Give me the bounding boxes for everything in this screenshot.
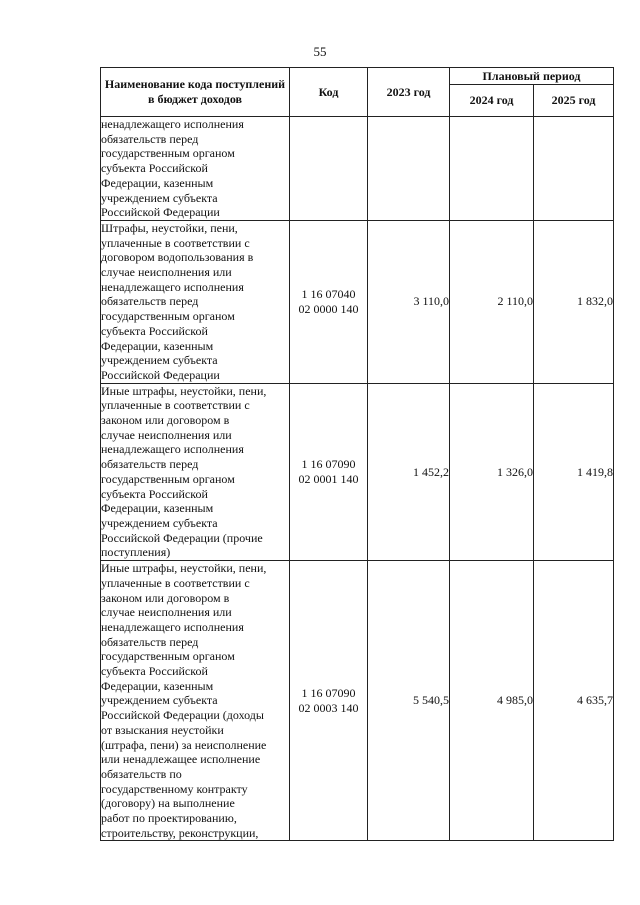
header-year-2023: 2023 год: [368, 68, 450, 117]
header-year-2025: 2025 год: [534, 85, 614, 117]
row-name: ненадлежащего исполнения обязательств перед государственным органом субъекта Российской Федерации, казенным учреждением субъекта Российской Федерации: [101, 117, 290, 221]
row-value-2024: 1 326,0: [450, 383, 534, 560]
row-value-2025: 4 635,7: [534, 561, 614, 841]
row-value-2024: 4 985,0: [450, 561, 534, 841]
table-row: [101, 220, 614, 383]
row-value-2025: 1 832,0: [534, 220, 614, 383]
row-value-2024: [450, 117, 534, 221]
row-value-2025: [534, 117, 614, 221]
row-code: [290, 117, 368, 221]
row-value-2023: 3 110,0: [368, 220, 450, 383]
row-code: 1 16 07040 02 0000 140: [290, 220, 368, 383]
table-row: [101, 561, 614, 841]
header-year-2024: 2024 год: [450, 85, 534, 117]
header-plan-period: Плановый период: [450, 68, 614, 85]
header-code: Код: [290, 68, 368, 117]
row-value-2023: 5 540,5: [368, 561, 450, 841]
row-name: Иные штрафы, неустойки, пени, уплаченные в соответствии с законом или договором в случае неисполнения или ненадлежащего исполнения обязательств перед государственным органом субъекта Российской Федерации, казенным учреждением субъекта Российской Федерации (доходы от взыскания неустойки (штрафа, пени) за неисполнение или ненадлежащее исполнение обязательств по государственному контракту (договору) на выполнение работ по проектированию, строительству, реконструкции,: [101, 561, 290, 841]
row-value-2025: 1 419,8: [534, 383, 614, 560]
row-value-2023: [368, 117, 450, 221]
table-row: [101, 117, 614, 221]
row-name: Иные штрафы, неустойки, пени, уплаченные в соответствии с законом или договором в случае неисполнения или ненадлежащего исполнения обязательств перед государственным органом субъекта Российской Федерации, казенным учреждением субъекта Российской Федерации (прочие поступления): [101, 383, 290, 560]
row-code: 1 16 07090 02 0003 140: [290, 561, 368, 841]
row-name: Штрафы, неустойки, пени, уплаченные в соответствии с договором водопользования в случае неисполнения или ненадлежащего исполнения обязательств перед государственным органом субъекта Российской Федерации, казенным учреждением субъекта Российской Федерации: [101, 220, 290, 383]
page-number: 55: [313, 44, 327, 59]
table-row: [101, 383, 614, 560]
budget-revenue-table: [100, 67, 614, 841]
header-name: Наименование кода поступлений в бюджет доходов: [101, 68, 290, 117]
row-value-2024: 2 110,0: [450, 220, 534, 383]
row-value-2023: 1 452,2: [368, 383, 450, 560]
row-code: 1 16 07090 02 0001 140: [290, 383, 368, 560]
